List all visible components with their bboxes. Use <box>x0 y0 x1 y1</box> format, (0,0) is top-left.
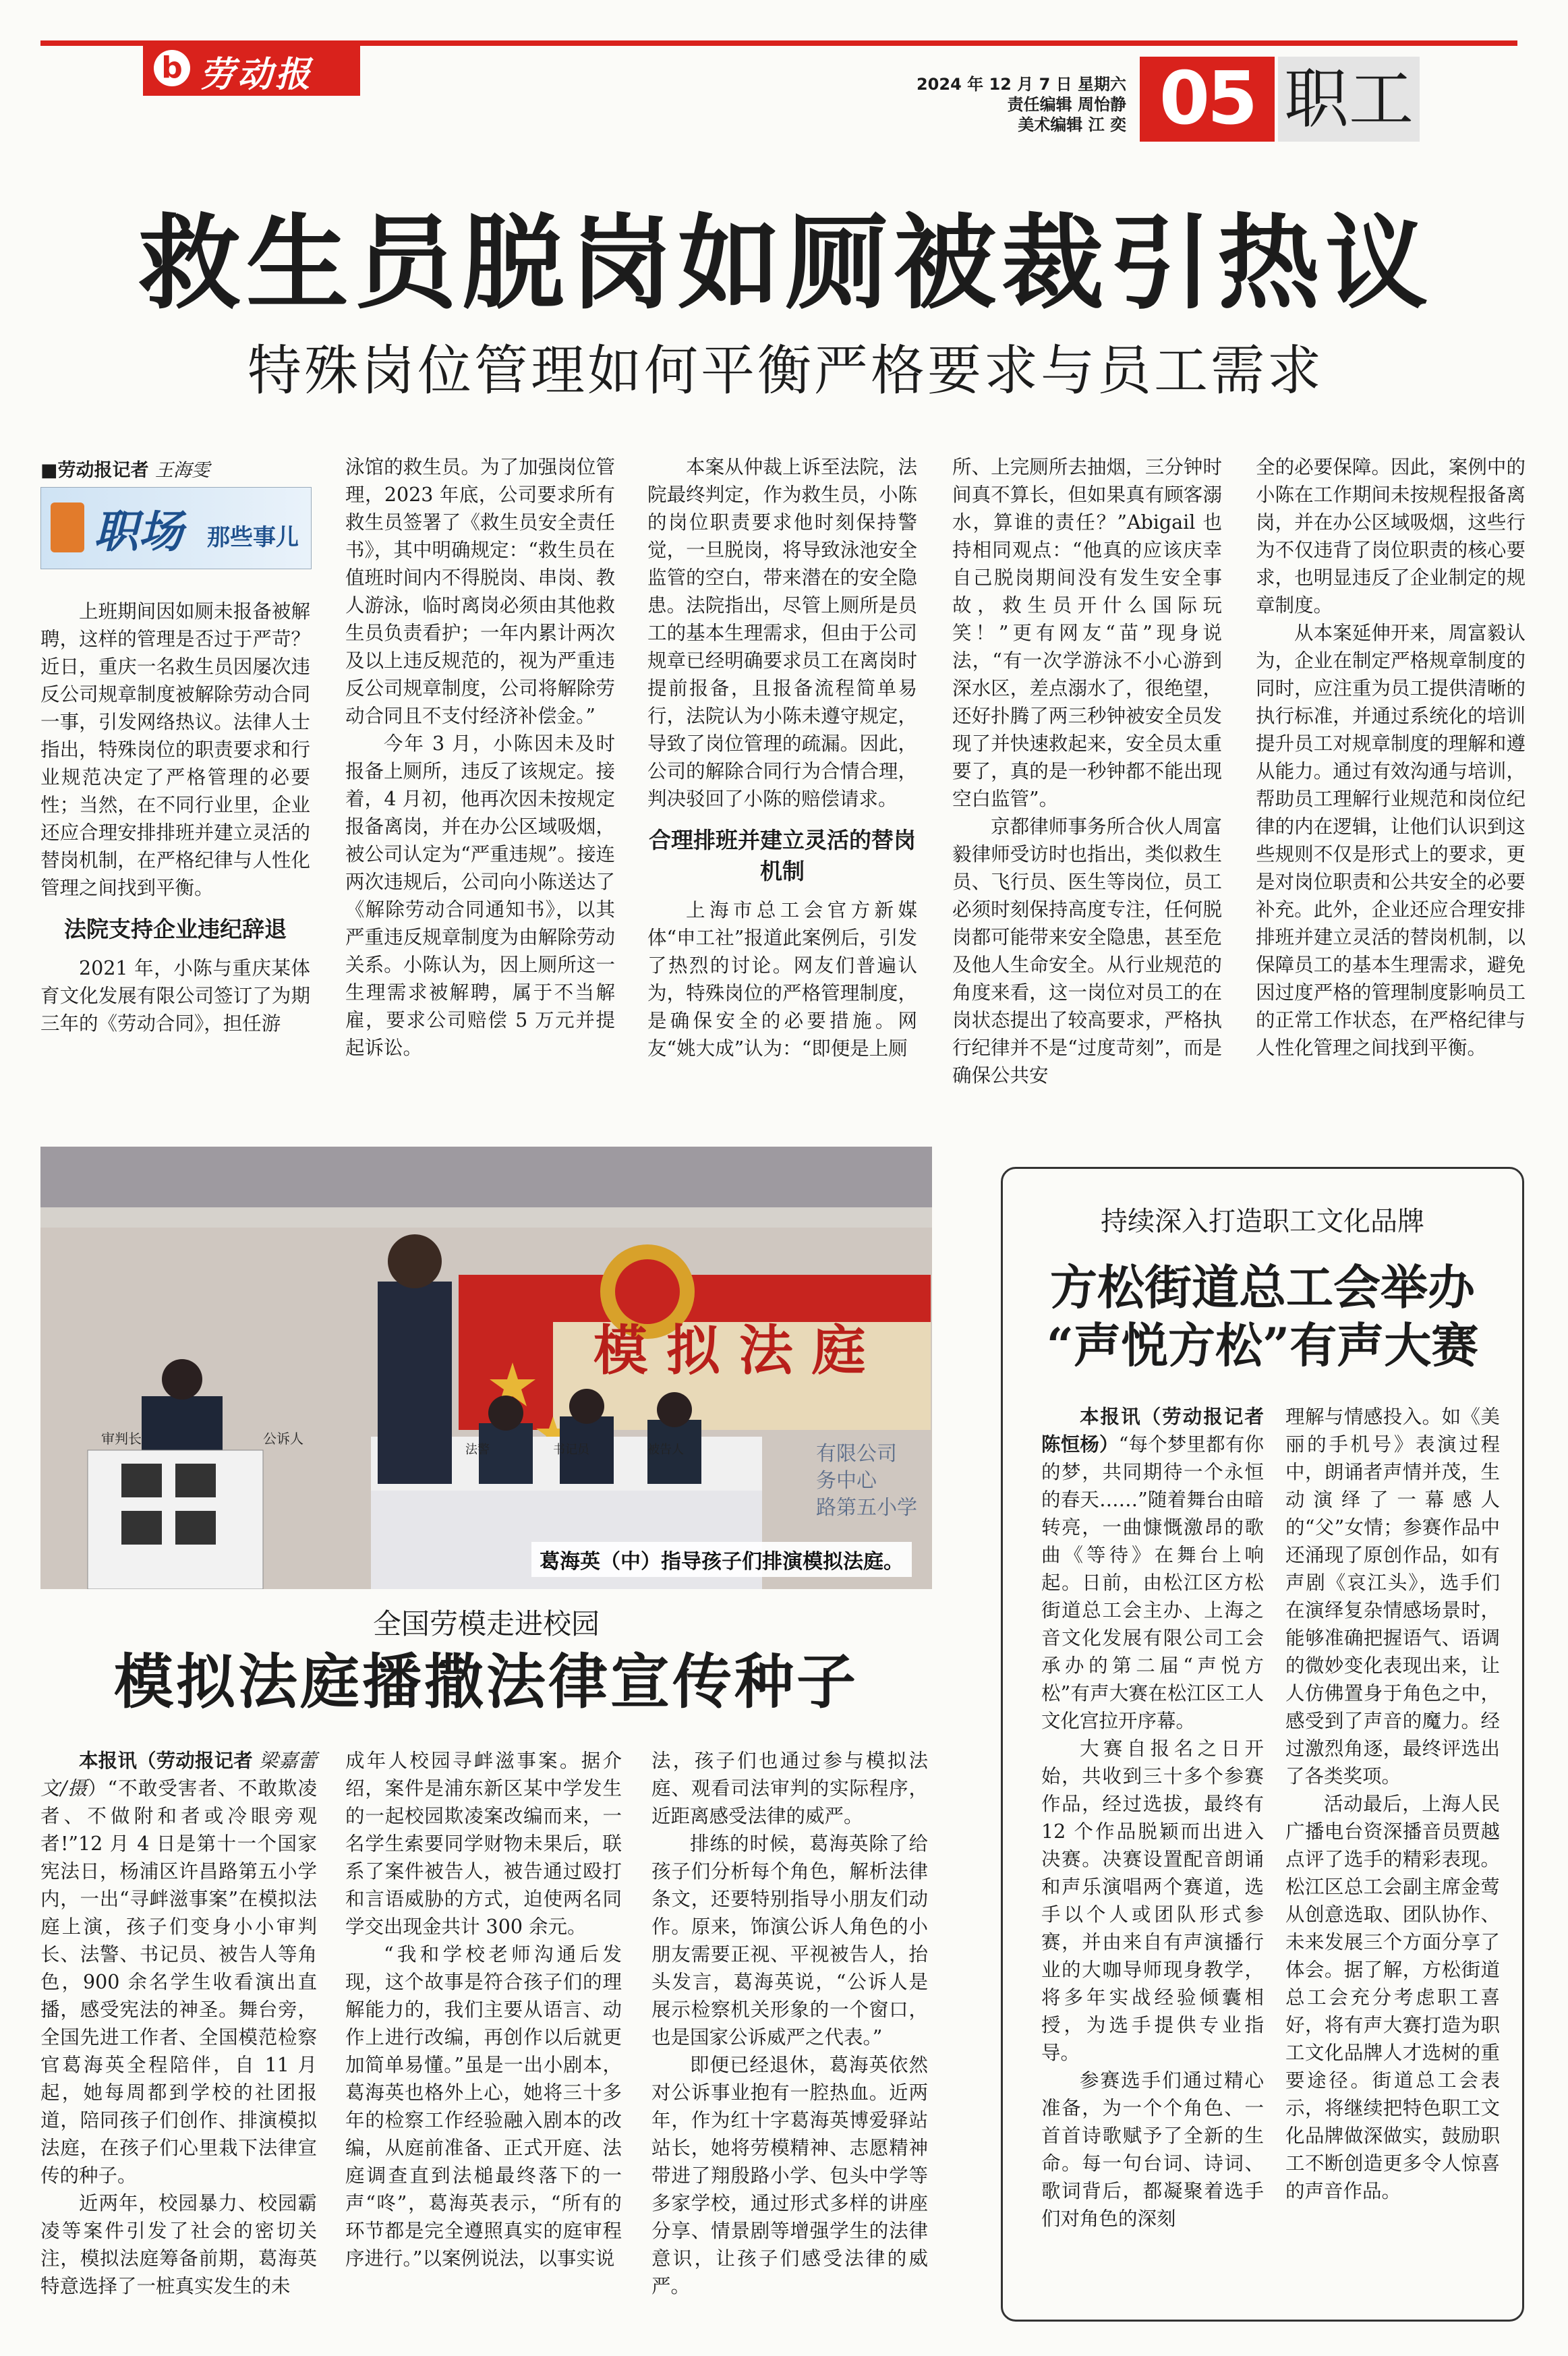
paragraph: 上海市总工会官方新媒体“申工社”报道此案例后，引发了热烈的讨论。网友们普遍认为，特殊岗位的严格管理制度，是确保安全的必要措施。网友“姚大成”认为：“即便是上厕 <box>647 899 917 1060</box>
mock-court-photo <box>40 1147 932 1589</box>
column-logo-icon <box>51 502 84 552</box>
article1-column-5 <box>1256 453 1526 1062</box>
article2-column-2 <box>345 1747 622 2272</box>
logo-text: 劳动报 <box>200 54 314 95</box>
newspaper-logo <box>143 40 360 96</box>
main-subheadline: 特殊岗位管理如何平衡严格要求与员工需求 <box>248 339 1324 402</box>
paragraph: 全的必要保障。因此，案例中的小陈在工作期间未按规程报备离岗，并在办公区域吸烟，这些行为不仅违背了岗位职责的核心要求，也明显违反了企业制定的规章制度。 <box>1256 456 1526 616</box>
article1-column-1 <box>40 598 310 1037</box>
desk-label: 法警 <box>465 1443 490 1457</box>
paragraph <box>40 1747 317 2189</box>
edition-date: 2024 年 12 月 7 日 星期六 <box>916 75 1126 94</box>
column-logo <box>40 487 312 569</box>
paragraph: 成年人校园寻衅滋事案。据介绍，案件是浦东新区某中学发生的一起校园欺凌案改编而来，一名学生索要同学财物未果后，联系了案件被告人，被告通过殴打和言语威胁的方式，迫使两名同学交出现金共计 300 余元。 <box>345 1750 622 1938</box>
wall-text-3: 路第五小学 <box>816 1496 917 1520</box>
article2-column-1 <box>40 1747 317 2300</box>
main-headline: 救生员脱岗如厕被裁引热议 <box>138 202 1433 323</box>
paragraph: 2021 年，小陈与重庆某体育文化发展有限公司签订了为期三年的《劳动合同》，担任游 <box>40 957 310 1035</box>
paragraph: 大赛自报名之日开始，共收到三十多个参赛作品，经过选拔，最终有 12 个作品脱颖而出进入决赛。决赛设置配音朗诵和声乐演唱两个赛道，选手以个人或团队形式参赛，并由来自有声演播行业的大咖导师现身教学，将多年实战经验倾囊相授，为选手提供专业指导。 <box>1041 1737 1264 2064</box>
banner-text: 模 拟 法 庭 <box>593 1319 866 1382</box>
logo-mark-icon: b <box>154 50 190 86</box>
paragraph: 理解与情感投入。如《美丽的手机号》表演过程中，朗诵者声情并茂，生动演绎了一幕感人的“父”女情；参赛作品中还涌现了原创作品，如有声剧《哀江头》，选手们在演绎复杂情感场景时，能够准确把握语气、语调的微妙变化表现出来，让人仿佛置身于角色之中，感受到了声音的魔力。经过激烈角逐，最终评选出了各类奖项。 <box>1285 1406 1500 1787</box>
paragraph: 今年 3 月，小陈因未及时报备上厕所，违反了该规定。接着，4 月初，他再次因未按规定报备离岗，并在办公区域吸烟，被公司认定为“严重违规”。接连两次违规后，公司向小陈送达了《解除劳动合同通知书》，以其严重违反规章制度为由解除劳动关系。小陈认为，因上厕所这一生理需求被解聘，属于不当解雇，要求公司赔偿 5 万元并提起诉讼。 <box>345 732 615 1059</box>
subhead-court: 法院支持企业违纪辞退 <box>64 916 287 942</box>
paragraph: 从本案延伸开来，周富毅认为，企业在制定严格规章制度的同时，应注重为员工提供清晰的执行标准，并通过系统化的培训提升员工对规章制度的理解和遵从能力。通过有效沟通与培训，帮助员工理解行业规范和岗位纪律的内在逻辑，让他们认识到这些规则不仅是形式上的要求，更是对岗位职责和公共安全的必要补充。此外，企业还应合理安排排班并建立灵活的替岗机制，以保障员工的基本生理需求，避免因过度严格的管理制度影响员工的正常工作状态，在严格纪律与人性化管理之间找到平衡。 <box>1256 622 1526 1059</box>
paragraph: 近两年，校园暴力、校园霸凌等案件引发了社会的密切关注，模拟法庭筹备前期，葛海英特意选择了一桩真实发生的未 <box>40 2192 317 2297</box>
subhead-scheduling: 合理排班并建立灵活的替岗机制 <box>649 827 916 884</box>
wall-text-1: 有限公司 <box>816 1442 897 1466</box>
article1-column-4 <box>952 453 1222 1089</box>
article2-kicker: 全国劳模走进校园 <box>372 1607 600 1640</box>
byline-name: 陈恒杨） <box>1041 1433 1119 1456</box>
editor-credit: 责任编辑 周怡静 <box>1007 95 1126 114</box>
article1-column-2 <box>345 453 615 1062</box>
byline: 本报讯（劳动报记者 <box>1080 1406 1264 1428</box>
byline-name: 王海雯 <box>154 460 210 481</box>
article3-column-2 <box>1285 1403 1500 2205</box>
headline-line: “声悦方松”有声大赛 <box>1046 1317 1479 1373</box>
byline-name: 梁嘉蕾 文/摄 <box>40 1750 317 1800</box>
edition-info <box>897 74 1126 135</box>
wall-text-2: 务中心 <box>816 1469 877 1493</box>
paragraph: 法，孩子们也通过参与模拟法庭、观看司法审判的实际程序，近距离感受法律的威严。 <box>651 1750 928 1827</box>
byline: 本报讯（劳动报记者 <box>79 1750 253 1772</box>
lead-text: “每个梦里都有你的梦，共同期待一个永恒的春天……”随着舞台由暗转亮，一曲慷慨激昂的歌曲《等待》在舞台上响起。日前，由松江区方松街道总工会主办、上海之音文化发展有限公司工会承办的第二届“声悦方松”有声大赛在松江区工人文化宫拉开序幕。 <box>1041 1433 1264 1732</box>
headline-line: 方松街道总工会举办 <box>1050 1259 1475 1315</box>
desk-label: 审判长 <box>101 1431 142 1447</box>
article2-headline: 模拟法庭播撒法律宣传种子 <box>113 1646 859 1717</box>
photo-caption: 葛海英（中）指导孩子们排演模拟法庭。 <box>531 1542 912 1577</box>
paragraph: “我和学校老师沟通后发现，这个故事是符合孩子们的理解能力的，我们主要从语言、动作上进行改编，再创作以后就更加简单易懂。”虽是一出小剧本，葛海英也格外上心，她将三十多年的检察工作经验融入剧本的改编，从庭前准备、正式开庭、法庭调查直到法槌最终落下的一声“咚”，葛海英表示，“所有的环节都是完全遵照真实的庭审程序进行。”以案例说法，以事实说 <box>345 1943 622 2270</box>
article2-column-3 <box>651 1747 928 2300</box>
desk-label: 书记员 <box>553 1443 589 1457</box>
paragraph: 本案从仲裁上诉至法院，法院最终判定，作为救生员，小陈的岗位职责要求他时刻保持警觉，一旦脱岗，将导致泳池安全监管的空白，带来潜在的安全隐患。法院指出，尽管上厕所是员工的基本生理需求，但由于公司规章已经明确要求员工在离岗时提前报备，且报备流程简单易行，法院认为小陈未遵守规定，导致了岗位管理的疏漏。因此，公司的解除合同行为合情合理，判决驳回了小陈的赔偿请求。 <box>647 456 917 810</box>
paragraph <box>1041 1403 1264 1735</box>
article3-headline <box>1001 1259 1524 1375</box>
paragraph: 京都律师事务所合伙人周富毅律师受访时也指出，类似救生员、飞行员、医生等岗位，员工必须时刻保持高度专注，任何脱岗都可能带来安全隐患，甚至危及他人生命安全。从行业规范的角度来看，这一岗位对员工的在岗状态提出了较高要求，严格执行纪律并不是“过度苛刻”，而是确保公共安 <box>952 815 1222 1087</box>
section-title: 职工 <box>1278 57 1420 142</box>
article3-kicker: 持续深入打造职工文化品牌 <box>1101 1206 1424 1237</box>
paragraph: 所、上完厕所去抽烟，三分钟时间真不算长，但如果真有顾客溺水，算谁的责任？”Abigail 也持相同观点：“他真的应该庆幸自己脱岗期间没有发生安全事故，救生员开什么国际玩笑！”更有网友“苗”现身说法，“有一次学游泳不小心游到深水区，差点溺水了，很绝望，还好扑腾了两三秒钟被安全员发现了并快速救起来，安全员太重要了，真的是一秒钟都不能出现空白监管”。 <box>952 456 1222 810</box>
paragraph: 即便已经退休，葛海英依然对公诉事业抱有一腔热血。近两年，作为红十字葛海英博爱驿站站长，她将劳模精神、志愿精神带进了翔殷路小学、包头中学等多家学校，通过形式多样的讲座分享、情景剧等增强学生的法律意识，让孩子们感受法律的威严。 <box>651 2054 928 2297</box>
paragraph: 参赛选手们通过精心准备，为一个个角色、一首首诗歌赋予了全新的生命。每一句台词、诗词、歌词背后，都凝聚着选手们对角色的深刻 <box>1041 2069 1264 2230</box>
paragraph: 上班期间因如厕未报备被解聘，这样的管理是否过于严苛？近日，重庆一名救生员因屡次违反公司规章制度被解除劳动合同一事，引发网络热议。法律人士指出，特殊岗位的职责要求和行业规范决定了严格管理的必要性；当然，在不同行业里，企业还应合理安排排班并建立灵活的替岗机制，在严格纪律与人性化管理之间找到平衡。 <box>40 600 310 899</box>
column-logo-main: 职场 <box>94 505 183 558</box>
article3-column-1 <box>1041 1403 1264 2233</box>
article1-byline <box>40 455 310 482</box>
news-photo <box>40 1147 932 1589</box>
paragraph: 泳馆的救生员。为了加强岗位管理，2023 年底，公司要求所有救生员签署了《救生员安全责任书》，其中明确规定：“救生员在值班时间内不得脱岗、串岗、教人游泳，临时离岗必须由其他救生员负责看护；一年内累计两次及以上违反规范的，视为严重违反公司规章制度，公司将解除劳动合同且不支付经济补偿金。” <box>345 456 615 727</box>
byline-label: ■劳动报记者 <box>40 460 149 481</box>
paragraph: 活动最后，上海人民广播电台资深播音员贾越点评了选手的精彩表现。松江区总工会副主席金莺从创意选取、团队协作、未来发展三个方面分享了体会。据了解，方松街道总工会充分考虑职工喜好，将有声大赛打造为职工文化品牌人才选树的重要途径。街道总工会表示，将继续把特色职工文化品牌做深做实，鼓励职工不断创造更多令人惊喜的声音作品。 <box>1285 1793 1500 2202</box>
page-number: 05 <box>1140 57 1275 142</box>
lead-text: ）“不敢受害者、不敢欺凌者、不做附和者或冷眼旁观者!”12 月 4 日是第十一个国家宪法日，杨浦区许昌路第五小学内，一出“寻衅滋事案”在模拟法庭上演，孩子们变身小小审判长、法警、书记员、被告人等角色，900 余名学生收看演出直播，感受宪法的神圣。舞台旁，全国先进工作者、全国模范检察官葛海英全程陪伴，自 11 月起，她每周都到学校的社团报道，陪同孩子们创作、排演模拟法庭，在孩子们心里栽下法律宣传的种子。 <box>40 1777 317 2187</box>
desk-label: 公诉人 <box>263 1431 303 1447</box>
column-logo-sub: 那些事儿 <box>207 524 299 551</box>
article1-column-3 <box>647 453 917 1062</box>
art-editor-credit: 美术编辑 江 奕 <box>1018 115 1126 134</box>
paragraph: 排练的时候，葛海英除了给孩子们分析每个角色，解析法律条文，还要特别指导小朋友们动作。原来，饰演公诉人角色的小朋友需要正视、平视被告人，抬头发言，葛海英说，“公诉人是展示检察机关形象的一个窗口，也是国家公诉威严之代表。” <box>651 1833 928 2048</box>
desk-label: 被告人 <box>647 1443 684 1457</box>
